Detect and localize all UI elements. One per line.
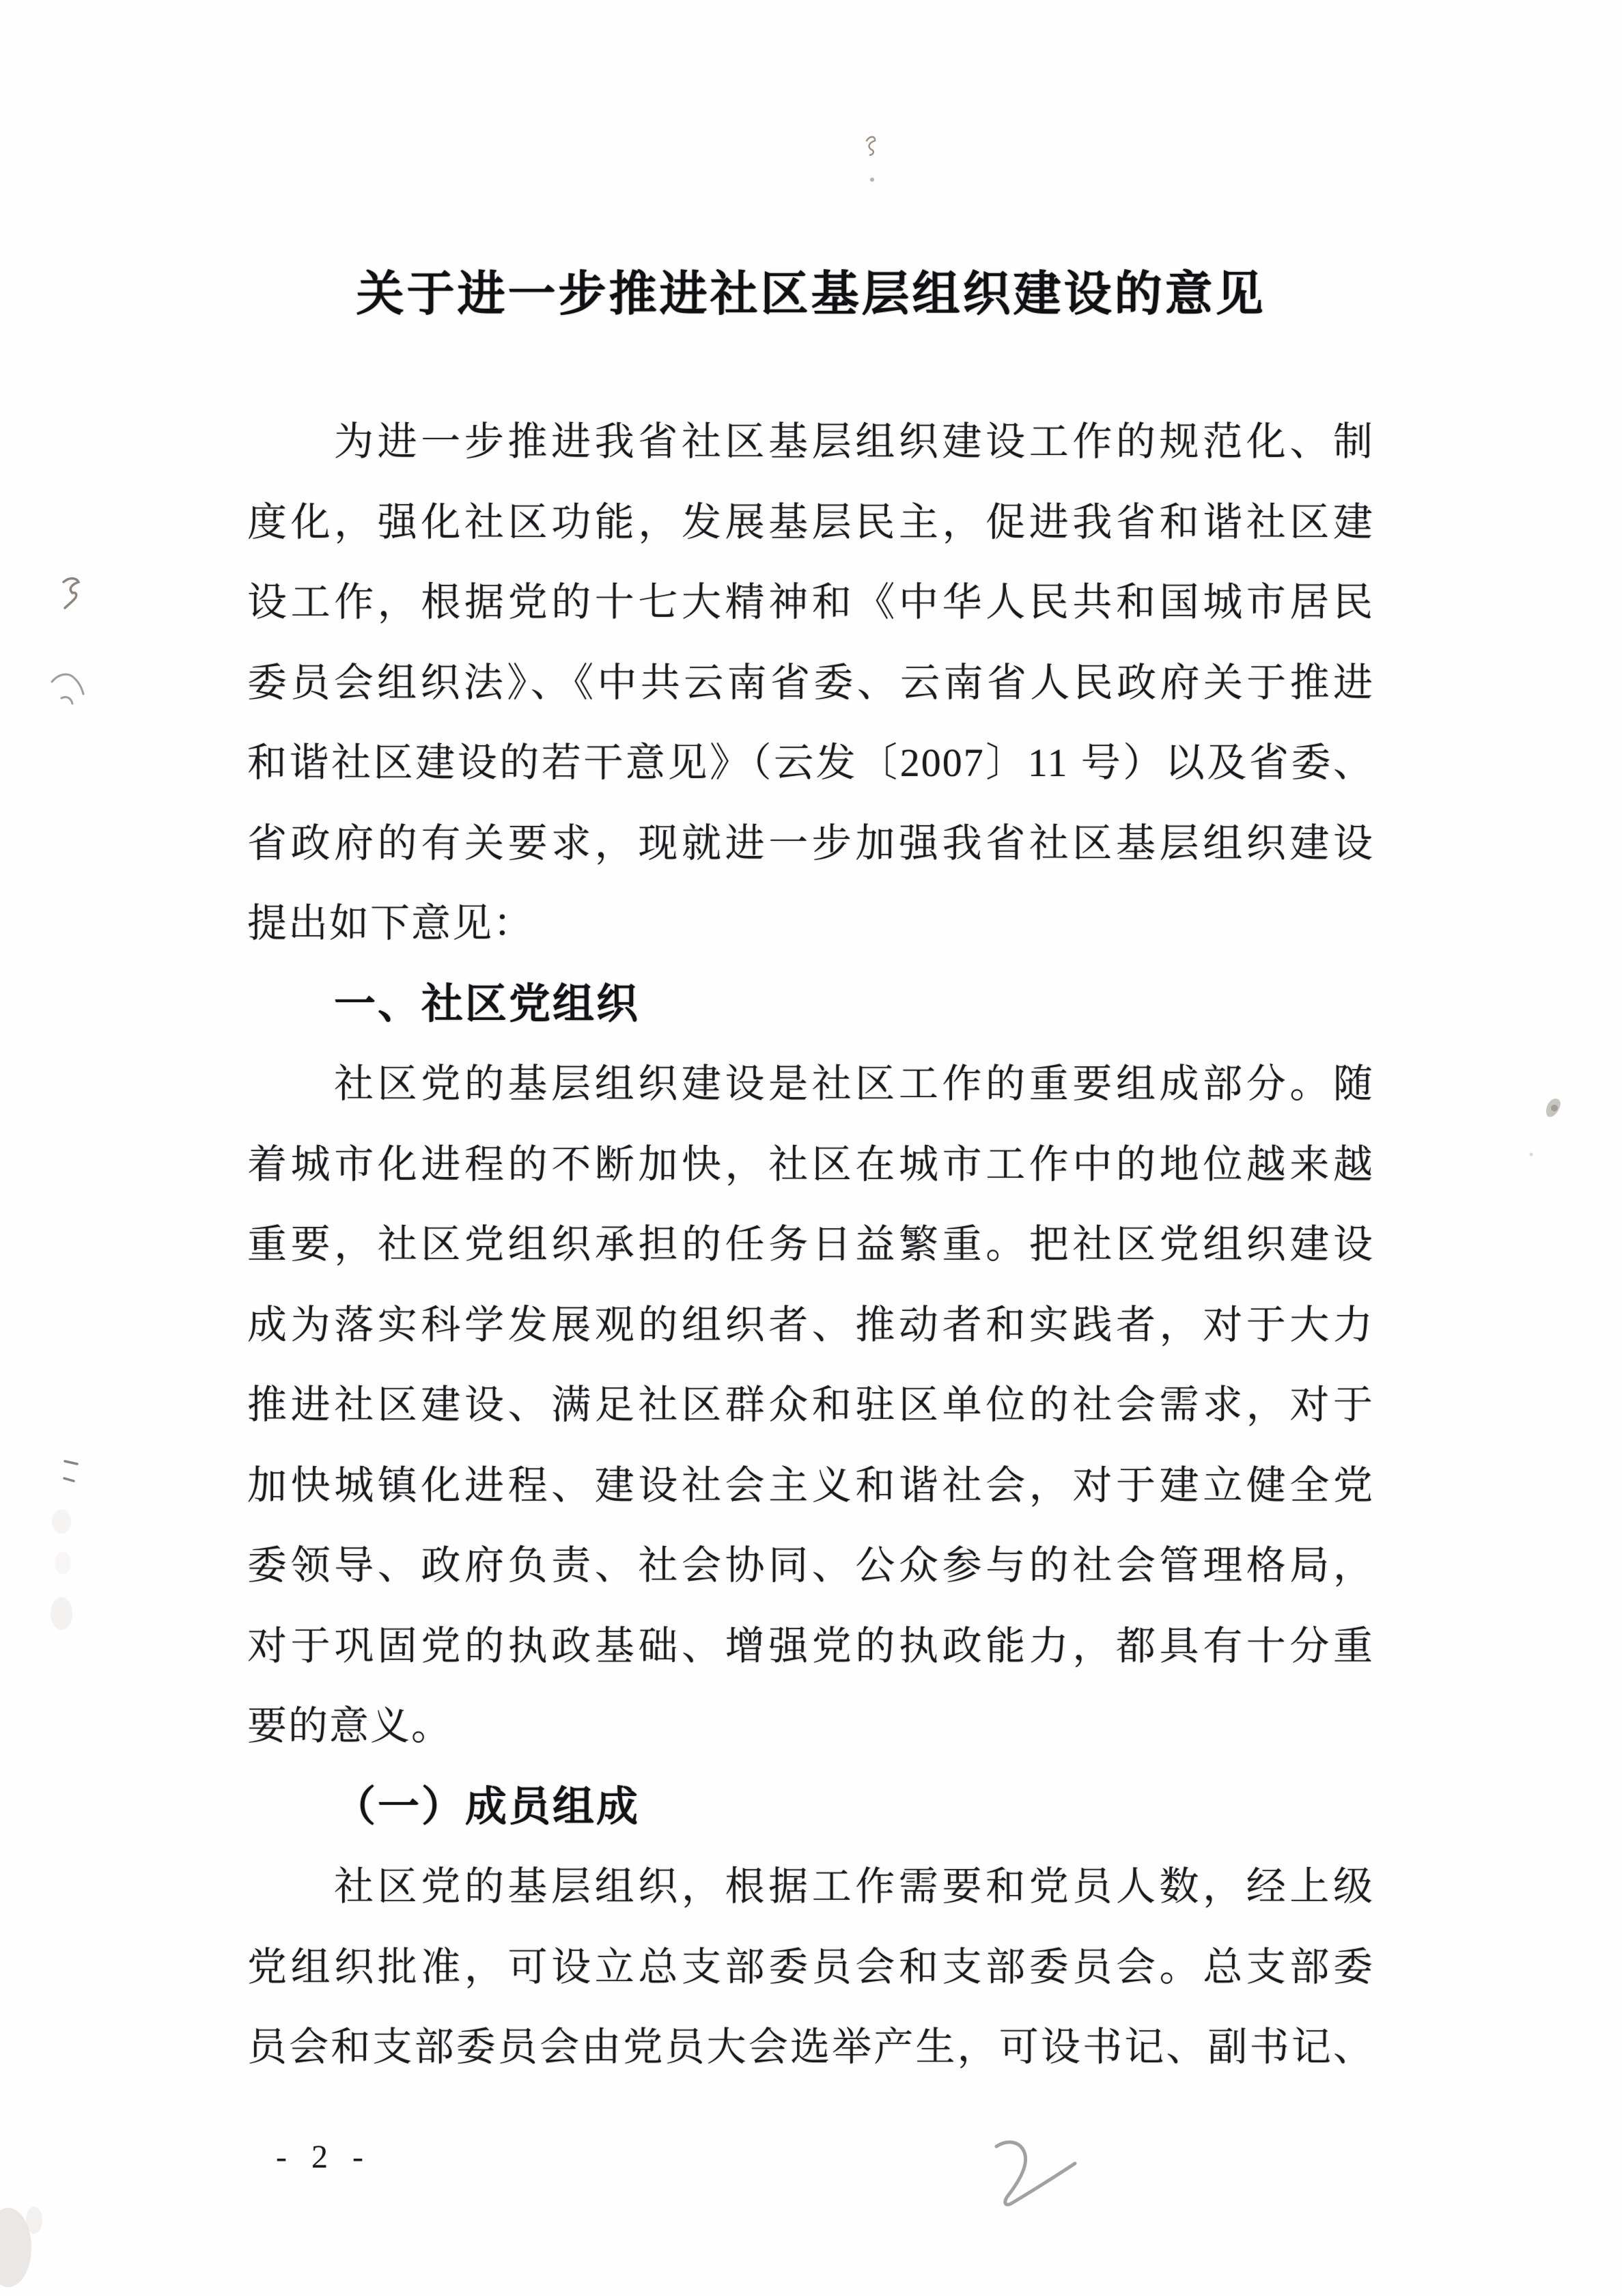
text-line: 委员会组织法》、《中共云南省委、云南省人民政府关于推进: [247, 660, 1374, 705]
text-line: 员会和支部委员会由党员大会选举产生，可设书记、副书记、: [247, 2025, 1374, 2069]
text-line: 推进社区建设、满足社区群众和驻区单位的社会需求，对于: [247, 1383, 1374, 1427]
text-line: 社区党的基层组织，根据工作需要和党员人数，经上级: [334, 1864, 1374, 1909]
text-line: 成为落实科学发展观的组织者、推动者和实践者，对于大力: [247, 1302, 1374, 1347]
text-line: 着城市化进程的不断加快，社区在城市工作中的地位越来越: [247, 1142, 1374, 1187]
faint-smudge-marks: [51, 1509, 72, 1630]
text-line: 委领导、政府负责、社会协同、公众参与的社会管理格局，: [247, 1543, 1374, 1588]
text-line: 党组织批准，可设立总支部委员会和支部委员会。总支部委: [247, 1944, 1374, 1989]
text-line: 提出如下意见：: [247, 901, 535, 945]
margin-scribble-icon: [52, 674, 83, 704]
text-line: 省政府的有关要求，现就进一步加强我省社区基层组织建设: [247, 820, 1374, 866]
text-line: 重要，社区党组织承担的任务日益繁重。把社区党组织建设: [247, 1222, 1374, 1267]
text-line: 对于巩固党的执政基础、增强党的执政能力，都具有十分重: [247, 1623, 1374, 1668]
document-title: 关于进一步推进社区基层组织建设的意见: [356, 268, 1266, 321]
page-number: - 2 -: [276, 2139, 372, 2175]
text-line: 加快城镇化进程、建设社会主义和谐社会，对于建立健全党: [247, 1463, 1374, 1508]
text-line: 和谐社区建设的若干意见》（云发〔2007〕11 号）以及省委、: [247, 741, 1374, 785]
handwritten-page-number-mark: [996, 2142, 1075, 2204]
text-line: 社区党的基层组织建设是社区工作的重要组成部分。随: [334, 1062, 1374, 1106]
text-line: 设工作，根据党的十七大精神和《中华人民共和国城市居民: [247, 580, 1374, 624]
ink-smudge-mark: [1530, 1098, 1561, 1156]
scan-shadow-smudge: [0, 2207, 42, 2287]
text-line: 度化，强化社区功能，发展基层民主，促进我省和谐社区建: [247, 499, 1374, 544]
section-heading: （一）成员组成: [334, 1782, 641, 1829]
section-heading: 一、社区党组织: [334, 980, 641, 1027]
margin-scribble-icon: [64, 579, 79, 608]
top-squiggle-mark: [867, 137, 875, 182]
margin-dash-marks: [64, 1461, 77, 1481]
text-line: 为进一步推进我省社区基层组织建设工作的规范化、制: [334, 419, 1374, 464]
text-line: 要的意义。: [247, 1704, 453, 1748]
document-body: [247, 402, 1374, 2088]
